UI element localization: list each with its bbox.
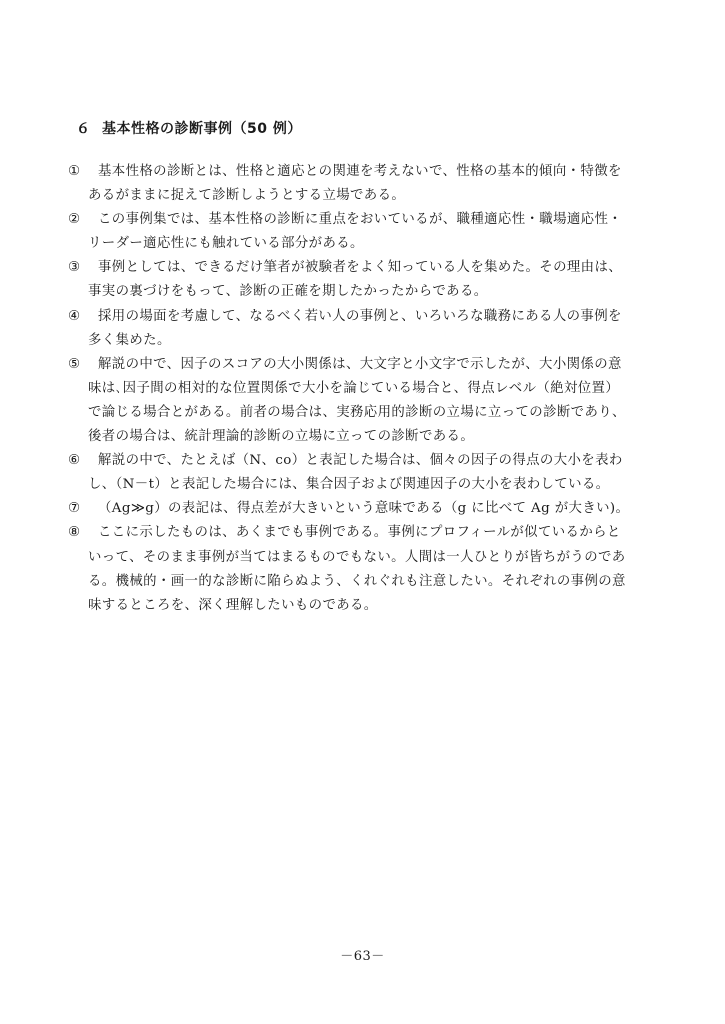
list-item-text	[88, 521, 668, 617]
section-number: ６	[76, 121, 91, 137]
list-item-text	[88, 160, 668, 208]
list-item-line: （Ag≫g）の表記は、得点差が大きいという意味である（g に比べて Ag が大きい)。	[98, 501, 630, 517]
list-item	[68, 208, 668, 256]
list-item-line: 基本性格の診断とは、性格と適応との関連を考えないで、性格の基本的傾向・特徴を	[98, 164, 622, 179]
list-item-line: る。機械的・画一的な診断に陥らぬよう、くれぐれも注意したい。それぞれの事例の意	[88, 573, 626, 589]
list-item-line: リーダー適応性にも触れている部分がある。	[88, 236, 364, 252]
list-item-line: 味するところを、深く理解したいものである。	[88, 597, 378, 613]
list-item-line: いって、そのまま事例が当てはまるものでもない。人間は一人ひとりが皆ちがうのであ	[88, 549, 626, 565]
list-item-line: 多く集めた。	[88, 332, 171, 348]
list-item-text	[88, 208, 668, 256]
list-item-line: この事例集では、基本性格の診断に重点をおいているが、職種適応性・職場適応性・	[98, 212, 623, 228]
list-item-text	[88, 353, 668, 449]
section-title: 基本性格の診断事例（50 例）	[102, 121, 302, 137]
page-number: －63－	[340, 949, 385, 964]
list-item	[68, 449, 668, 497]
list-item-marker: ②	[68, 212, 81, 228]
section-heading	[76, 118, 302, 138]
list-item	[68, 256, 668, 304]
list-item-marker: ①	[68, 164, 81, 179]
list-item-marker: ③	[68, 260, 81, 276]
list-item-marker: ⑧	[68, 525, 81, 541]
list-item-line: し、（N－t）と表記した場合には、集合因子および関連因子の大小を表わしている。	[88, 477, 610, 493]
list-item-text	[88, 256, 668, 304]
list-item-text	[88, 305, 668, 353]
list-item-marker: ④	[68, 308, 81, 324]
list-item	[68, 521, 668, 617]
list-item-text	[88, 449, 668, 497]
list-item-line: 採用の場面を考慮して、なるべく若い人の事例と、いろいろな職務にある人の事例を	[98, 308, 622, 324]
list-item	[68, 497, 668, 521]
list-item-marker: ⑥	[68, 453, 81, 469]
list-item-line: 後者の場合は、統計理論的診断の立場に立っての診断である。	[88, 429, 475, 445]
list-item-line: あるがままに捉えて診断しようとする立場である。	[88, 188, 406, 204]
list-item	[68, 353, 668, 449]
list-item-line: 事実の裏づけをもって、診断の正確を期したかったからである。	[88, 284, 488, 300]
numbered-list	[68, 160, 668, 618]
list-item-marker: ⑤	[68, 356, 81, 372]
list-item-line: 事例としては、できるだけ筆者が被験者をよく知っている人を集めた。その理由は、	[98, 260, 623, 276]
list-item-line: 解説の中で、たとえば（N、co）と表記した場合は、個々の因子の得点の大小を表わ	[98, 453, 623, 469]
list-item-line: で論じる場合とがある。前者の場合は、実務応用的診断の立場に立っての診断であり、	[88, 404, 626, 420]
list-item-line: ここに示したものは、あくまでも事例である。事例にプロフィールが似ているからと	[98, 525, 621, 541]
list-item-text	[88, 497, 668, 521]
list-item-marker: ⑦	[68, 501, 81, 517]
list-item-line: 解説の中で、因子のスコアの大小関係は、大文字と小文字で示したが、大小関係の意	[98, 356, 622, 372]
list-item-line: 味は､因子間の相対的な位置関係で大小を論じている場合と、得点レベル（絶対位置）	[88, 380, 620, 396]
list-item	[68, 305, 668, 353]
list-item	[68, 160, 668, 208]
